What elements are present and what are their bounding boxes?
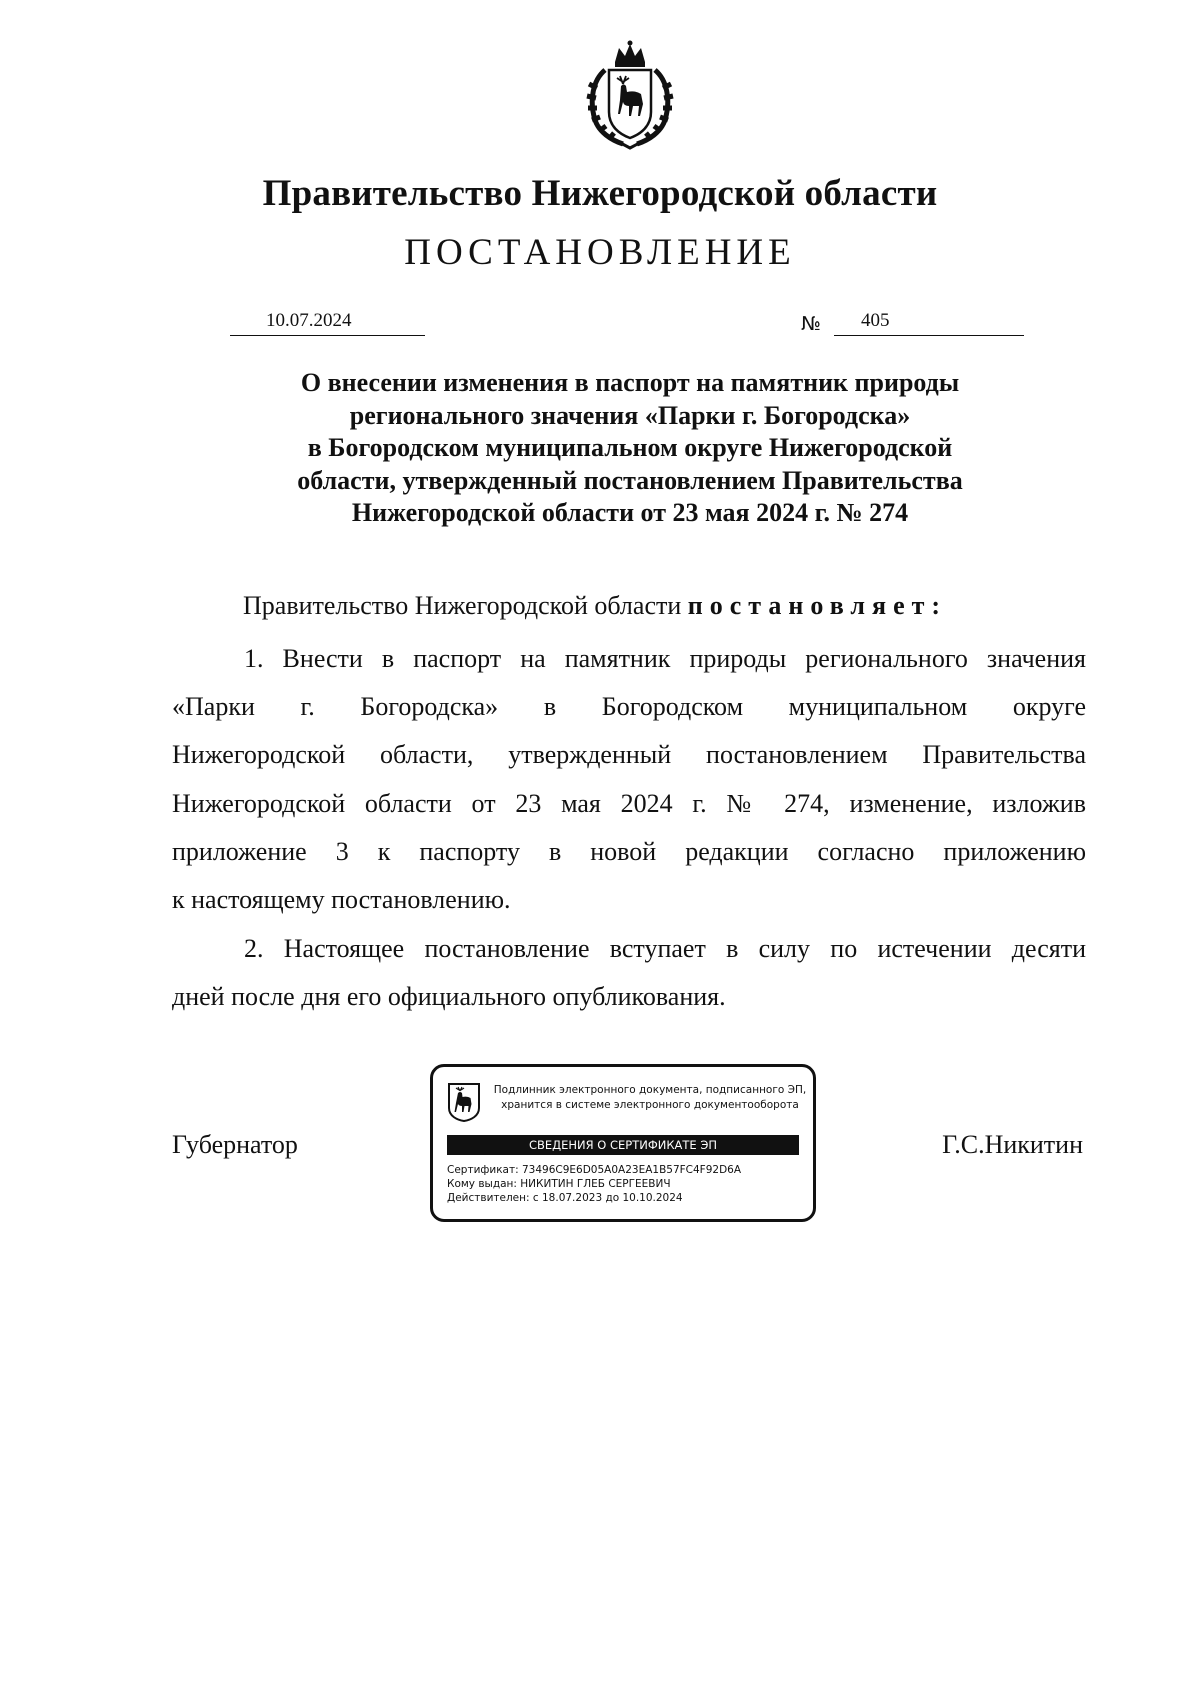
owner-label: Кому выдан: — [447, 1178, 517, 1190]
decree-word: постановляет: — [687, 591, 948, 620]
paragraph-line: Нижегородской области, утвержденный постановлением Правительства — [172, 740, 1086, 770]
paragraph-line: 1. Внести в паспорт на памятник природы регионального значения — [244, 644, 1086, 673]
preamble — [243, 591, 947, 621]
stamp-header — [485, 1083, 815, 1113]
certificate-value: 73496C9E6D05A0A23EA1B57FC4F92D6A — [521, 1164, 742, 1176]
paragraph-line: «Парки г. Богородска» в Богородском муниципальном округе — [172, 692, 1086, 722]
document-type: ПОСТАНОВЛЕНИЕ — [404, 232, 796, 273]
paragraph-line: Нижегородской области от 23 мая 2024 г. № 274, изменение, изложив — [172, 788, 1086, 818]
certificate-details — [447, 1163, 741, 1205]
subject-line: в Богородском муниципальном округе Нижегородской — [307, 433, 953, 462]
validity-value: с 18.07.2023 до 10.10.2024 — [532, 1192, 683, 1204]
paragraph-line: к настоящему постановлению. — [172, 885, 511, 915]
document-date: 10.07.2024 — [266, 310, 352, 331]
validity-row — [447, 1191, 741, 1205]
paragraph-line: дней после дня его официального опубликования. — [172, 982, 726, 1012]
number-field — [834, 310, 1024, 336]
paragraph-2 — [172, 925, 1086, 1021]
date-field — [230, 310, 425, 336]
stamp-header-line: хранится в системе электронного документооборота — [501, 1099, 799, 1111]
signatory-name: Г.С.Никитин — [942, 1130, 1083, 1159]
stamp-header-line: Подлинник электронного документа, подписанного ЭП, — [493, 1084, 807, 1096]
certificate-row — [447, 1163, 741, 1177]
owner-value: НИКИТИН ГЛЕБ СЕРГЕЕВИЧ — [520, 1178, 671, 1190]
document-subject — [200, 367, 1060, 530]
preamble-text: Правительство Нижегородской области — [243, 591, 688, 620]
subject-line: О внесении изменения в паспорт на памятник природы — [300, 368, 960, 397]
paragraph-line: 2. Настоящее постановление вступает в силу по истечении десяти — [244, 934, 1086, 963]
deer-shield-icon — [447, 1082, 481, 1122]
subject-line: Нижегородской области от 23 мая 2024 г. № 274 — [351, 498, 909, 527]
paragraph-1 — [172, 635, 1086, 924]
validity-label: Действителен: — [447, 1192, 530, 1204]
electronic-signature-stamp — [430, 1064, 816, 1222]
subject-line: регионального значения «Парки г. Богородска» — [349, 400, 911, 430]
coat-of-arms-emblem — [575, 40, 685, 152]
document-number: 405 — [861, 310, 890, 331]
paragraph-line: приложение 3 к паспорту в новой редакции согласно приложению — [172, 836, 1086, 866]
signatory-title: Губернатор — [172, 1130, 298, 1159]
number-sign: № — [801, 313, 821, 335]
owner-row — [447, 1177, 741, 1191]
subject-line: области, утвержденный постановлением Правительства — [297, 465, 963, 495]
certificate-info-bar: СВЕДЕНИЯ О СЕРТИФИКАТЕ ЭП — [447, 1135, 799, 1155]
organization-title: Правительство Нижегородской области — [262, 173, 938, 214]
certificate-label: Сертификат: — [447, 1164, 519, 1176]
